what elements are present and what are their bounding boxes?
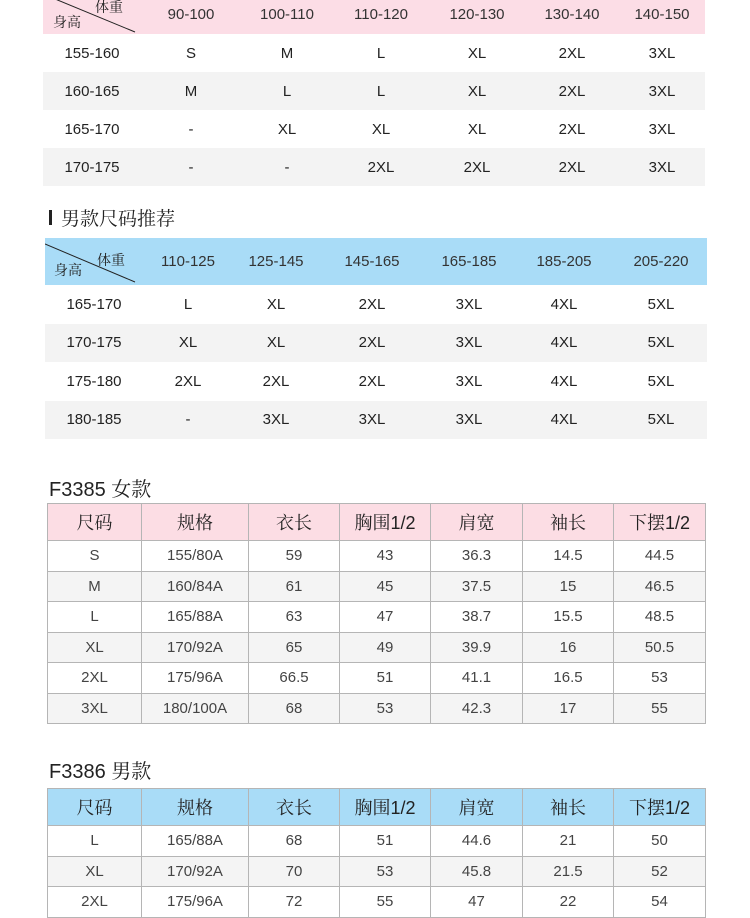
corner-weight-label: 体重 <box>95 0 123 15</box>
table-cell: L <box>48 602 142 633</box>
table-cell: 45 <box>340 571 431 602</box>
size-cell: 3XL <box>455 295 483 313</box>
weight-header: 100-110 <box>260 5 314 23</box>
table-row <box>48 887 706 918</box>
weight-header: 110-120 <box>354 5 408 23</box>
column-header: 尺码 <box>48 504 142 541</box>
size-cell: XL <box>178 334 198 352</box>
table-row <box>48 826 706 857</box>
column-header: 下摆1/2 <box>614 504 706 541</box>
size-cell: 2XL <box>174 372 202 390</box>
height-label: 160-165 <box>64 82 120 100</box>
table-cell: 65 <box>249 632 340 663</box>
table-row <box>48 571 706 602</box>
f3386-title: F3386 男款 <box>49 761 152 783</box>
size-cell: 3XL <box>262 411 290 429</box>
table-cell: 48.5 <box>614 602 706 633</box>
table-cell: XL <box>48 632 142 663</box>
size-cell: L <box>183 295 193 313</box>
size-cell: 5XL <box>647 372 675 390</box>
grid-row <box>45 324 707 363</box>
table-cell: 36.3 <box>431 541 523 572</box>
size-cell: 2XL <box>358 372 386 390</box>
height-label: 180-185 <box>66 411 122 429</box>
corner-weight-label: 体重 <box>97 252 125 268</box>
weight-header: 130-140 <box>544 5 600 23</box>
table-cell: 16 <box>523 632 614 663</box>
table-cell: 38.7 <box>431 602 523 633</box>
size-cell: XL <box>467 44 487 62</box>
table-cell: 44.6 <box>431 826 523 857</box>
table-cell: 16.5 <box>523 663 614 694</box>
table-cell: 170/92A <box>142 856 249 887</box>
size-cell: 4XL <box>550 372 578 390</box>
table-cell: 165/88A <box>142 826 249 857</box>
table-cell: 54 <box>614 887 706 918</box>
size-cell: XL <box>371 120 391 138</box>
table-cell: 21.5 <box>523 856 614 887</box>
size-cell: 3XL <box>455 411 483 429</box>
size-cell: - <box>284 158 290 176</box>
table-cell: 52 <box>614 856 706 887</box>
women-grid-header <box>43 0 705 34</box>
size-cell: - <box>188 158 194 176</box>
size-cell: XL <box>266 334 286 352</box>
table-cell: 42.3 <box>431 693 523 724</box>
table-cell: 15 <box>523 571 614 602</box>
height-label: 165-170 <box>64 120 120 138</box>
weight-header: 205-220 <box>633 253 689 270</box>
size-cell: 4XL <box>550 295 578 313</box>
size-cell: 2XL <box>558 44 586 62</box>
size-cell: 2XL <box>558 158 586 176</box>
men-size-grid <box>45 238 707 439</box>
table-header-row <box>48 504 706 541</box>
table-cell: 2XL <box>48 663 142 694</box>
size-cell: M <box>280 44 294 62</box>
column-header: 肩宽 <box>431 789 523 826</box>
size-cell: 3XL <box>648 158 676 176</box>
size-cell: XL <box>277 120 297 138</box>
size-cell: L <box>376 82 386 100</box>
size-cell: 4XL <box>550 334 578 352</box>
table-cell: 51 <box>340 826 431 857</box>
size-cell: 2XL <box>463 158 491 176</box>
grid-row <box>45 362 707 401</box>
grid-corner-cell <box>45 238 143 285</box>
grid-row <box>45 285 707 324</box>
table-cell: 180/100A <box>142 693 249 724</box>
table-row <box>48 541 706 572</box>
table-cell: 3XL <box>48 693 142 724</box>
table-cell: 50 <box>614 826 706 857</box>
column-header: 袖长 <box>523 504 614 541</box>
size-cell: 2XL <box>558 120 586 138</box>
size-cell: S <box>185 44 196 62</box>
corner-height-label: 身高 <box>53 14 81 30</box>
table-cell: 15.5 <box>523 602 614 633</box>
column-header: 下摆1/2 <box>614 789 706 826</box>
grid-row <box>43 34 705 72</box>
table-cell: 46.5 <box>614 571 706 602</box>
size-cell: 3XL <box>648 120 676 138</box>
size-cell: L <box>282 82 292 100</box>
size-cell: 3XL <box>455 334 483 352</box>
table-row <box>48 663 706 694</box>
size-cell: 4XL <box>550 411 578 429</box>
table-cell: 47 <box>340 602 431 633</box>
table-cell: 53 <box>614 663 706 694</box>
table-row <box>48 632 706 663</box>
size-cell: XL <box>266 295 286 313</box>
table-cell: 50.5 <box>614 632 706 663</box>
size-cell: 3XL <box>455 372 483 390</box>
weight-header: 110-125 <box>161 253 215 270</box>
table-cell: 61 <box>249 571 340 602</box>
title-bar-marker <box>49 210 52 225</box>
table-cell: 165/88A <box>142 602 249 633</box>
weight-header: 125-145 <box>248 253 304 270</box>
table-cell: 37.5 <box>431 571 523 602</box>
size-cell: 5XL <box>647 411 675 429</box>
column-header: 规格 <box>142 504 249 541</box>
table-cell: 66.5 <box>249 663 340 694</box>
table-cell: 14.5 <box>523 541 614 572</box>
table-cell: 68 <box>249 693 340 724</box>
table-cell: 70 <box>249 856 340 887</box>
table-row <box>48 856 706 887</box>
size-cell: - <box>188 120 194 138</box>
height-label: 170-175 <box>66 334 122 352</box>
table-cell: 49 <box>340 632 431 663</box>
size-cell: M <box>184 82 198 100</box>
table-cell: L <box>48 826 142 857</box>
grid-row <box>43 72 705 110</box>
table-cell: 17 <box>523 693 614 724</box>
size-cell: - <box>185 411 191 429</box>
size-cell: 2XL <box>358 334 386 352</box>
column-header: 尺码 <box>48 789 142 826</box>
column-header: 胸围1/2 <box>340 789 431 826</box>
table-cell: 170/92A <box>142 632 249 663</box>
f3386-spec-table <box>47 788 706 918</box>
weight-header: 90-100 <box>167 5 215 23</box>
column-header: 袖长 <box>523 789 614 826</box>
size-cell: XL <box>467 82 487 100</box>
height-label: 170-175 <box>64 158 120 176</box>
column-header: 规格 <box>142 789 249 826</box>
table-cell: 175/96A <box>142 663 249 694</box>
size-cell: 5XL <box>647 295 675 313</box>
table-cell: 59 <box>249 541 340 572</box>
table-header-row <box>48 789 706 826</box>
table-cell: 45.8 <box>431 856 523 887</box>
table-cell: 55 <box>614 693 706 724</box>
column-header: 衣长 <box>249 504 340 541</box>
table-cell: S <box>48 541 142 572</box>
table-cell: 44.5 <box>614 541 706 572</box>
weight-header: 185-205 <box>536 253 592 270</box>
table-cell: 63 <box>249 602 340 633</box>
corner-height-label: 身高 <box>54 262 82 278</box>
men-section-title-text: 男款尺码推荐 <box>61 209 176 230</box>
table-cell: M <box>48 571 142 602</box>
women-size-grid <box>43 0 705 186</box>
table-cell: 53 <box>340 693 431 724</box>
grid-row <box>43 148 705 186</box>
f3385-spec-table <box>47 503 706 724</box>
column-header: 肩宽 <box>431 504 523 541</box>
table-cell: 53 <box>340 856 431 887</box>
table-cell: XL <box>48 856 142 887</box>
table-cell: 22 <box>523 887 614 918</box>
column-header: 衣长 <box>249 789 340 826</box>
table-cell: 72 <box>249 887 340 918</box>
men-section-title <box>49 204 175 231</box>
table-cell: 68 <box>249 826 340 857</box>
weight-header: 145-165 <box>344 253 400 270</box>
column-header: 胸围1/2 <box>340 504 431 541</box>
height-label: 165-170 <box>66 295 122 313</box>
table-cell: 21 <box>523 826 614 857</box>
weight-header: 140-150 <box>634 5 690 23</box>
height-label: 155-160 <box>64 44 120 62</box>
size-cell: 2XL <box>262 372 290 390</box>
weight-header: 120-130 <box>449 5 505 23</box>
size-cell: 3XL <box>648 44 676 62</box>
table-cell: 39.9 <box>431 632 523 663</box>
grid-row <box>45 401 707 440</box>
size-cell: 3XL <box>648 82 676 100</box>
size-cell: 2XL <box>367 158 395 176</box>
size-cell: 3XL <box>358 411 386 429</box>
table-cell: 160/84A <box>142 571 249 602</box>
size-cell: XL <box>467 120 487 138</box>
table-cell: 41.1 <box>431 663 523 694</box>
f3385-title: F3385 女款 <box>49 479 152 501</box>
table-cell: 155/80A <box>142 541 249 572</box>
table-cell: 55 <box>340 887 431 918</box>
table-cell: 47 <box>431 887 523 918</box>
size-cell: 2XL <box>358 295 386 313</box>
height-label: 175-180 <box>66 372 122 390</box>
weight-header: 165-185 <box>441 253 497 270</box>
table-row <box>48 693 706 724</box>
size-cell: L <box>376 44 386 62</box>
table-cell: 43 <box>340 541 431 572</box>
grid-row <box>43 110 705 148</box>
table-cell: 51 <box>340 663 431 694</box>
grid-corner-cell <box>43 0 141 34</box>
size-cell: 5XL <box>647 334 675 352</box>
men-grid-header <box>45 238 707 285</box>
table-cell: 175/96A <box>142 887 249 918</box>
table-cell: 2XL <box>48 887 142 918</box>
table-row <box>48 602 706 633</box>
size-cell: 2XL <box>558 82 586 100</box>
